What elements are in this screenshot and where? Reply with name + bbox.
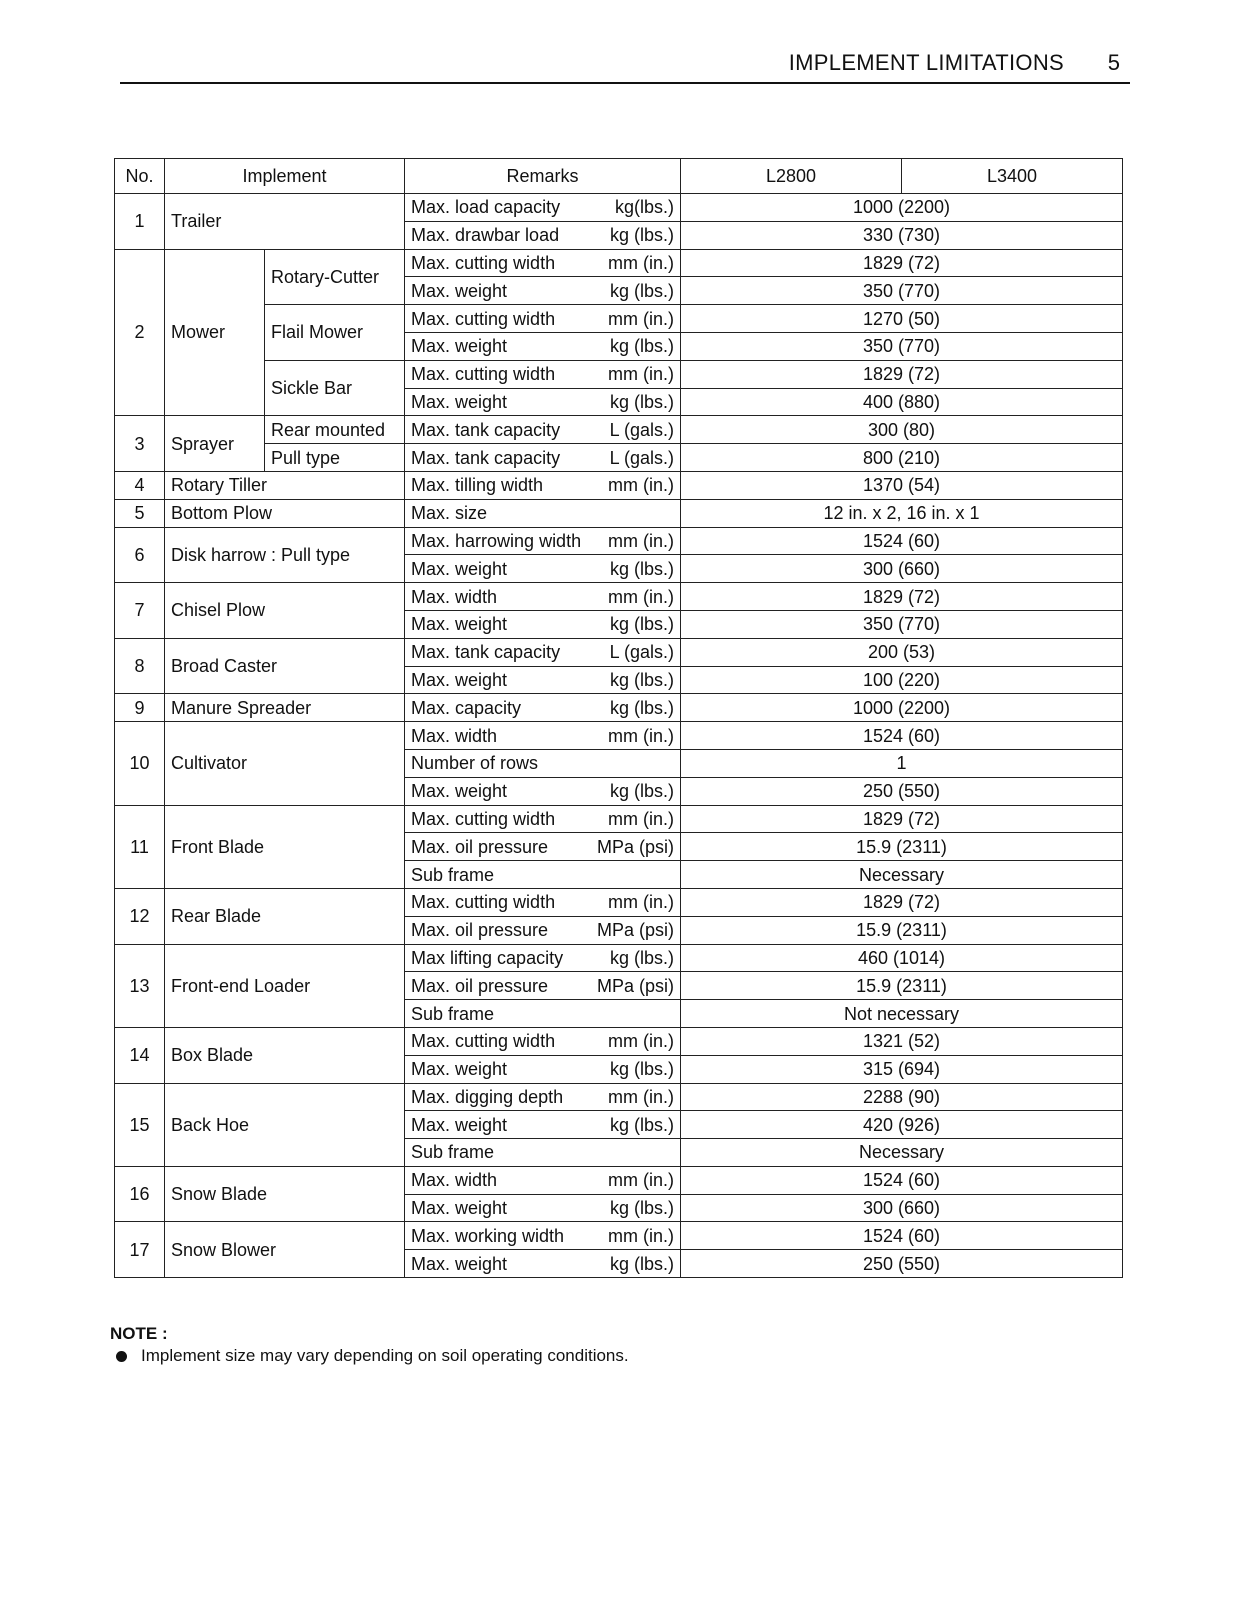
remark-unit: mm (in.) bbox=[608, 1170, 675, 1191]
spec-value: 400 (880) bbox=[681, 388, 1123, 416]
remark-unit: mm (in.) bbox=[608, 308, 675, 329]
implement-name: Bottom Plow bbox=[165, 499, 405, 527]
remark-cell bbox=[405, 555, 681, 583]
implement-name: Manure Spreader bbox=[165, 694, 405, 722]
implement-name: Front-end Loader bbox=[165, 944, 405, 1027]
spec-value: 460 (1014) bbox=[681, 944, 1123, 972]
remark-unit: kg (lbs.) bbox=[610, 947, 675, 968]
row-number: 14 bbox=[115, 1027, 165, 1083]
remark-label: Max. tilling width bbox=[411, 475, 544, 496]
spec-value: 1524 (60) bbox=[681, 1222, 1123, 1250]
remark-cell bbox=[405, 749, 681, 777]
spec-value: Necessary bbox=[681, 861, 1123, 889]
row-number: 9 bbox=[115, 694, 165, 722]
spec-value: 1524 (60) bbox=[681, 527, 1123, 555]
remark-label: Sub frame bbox=[411, 864, 495, 885]
spec-value: 2288 (90) bbox=[681, 1083, 1123, 1111]
remark-unit: mm (in.) bbox=[608, 475, 675, 496]
remark-label: Max. tank capacity bbox=[411, 447, 561, 468]
row-number: 16 bbox=[115, 1166, 165, 1222]
remark-label: Max. harrowing width bbox=[411, 530, 582, 551]
spec-value: 1000 (2200) bbox=[681, 194, 1123, 222]
remark-label: Max. width bbox=[411, 725, 498, 746]
remark-cell bbox=[405, 583, 681, 611]
implement-name: Chisel Plow bbox=[165, 583, 405, 639]
note-item bbox=[110, 1346, 629, 1366]
table-row bbox=[115, 305, 1123, 333]
remark-cell bbox=[405, 610, 681, 638]
remark-cell bbox=[405, 861, 681, 889]
implement-name: Disk harrow : Pull type bbox=[165, 527, 405, 583]
remark-label: Max. weight bbox=[411, 391, 508, 412]
spec-value: 250 (550) bbox=[681, 1250, 1123, 1278]
remark-label: Max. size bbox=[411, 503, 488, 524]
remark-cell bbox=[405, 1027, 681, 1055]
implement-name: Rotary Tiller bbox=[165, 471, 405, 499]
remark-unit: mm (in.) bbox=[608, 1031, 675, 1052]
remark-unit: kg (lbs.) bbox=[610, 697, 675, 718]
remark-cell bbox=[405, 194, 681, 222]
spec-value: 330 (730) bbox=[681, 221, 1123, 249]
remark-label: Max. load capacity bbox=[411, 197, 561, 218]
spec-value: 1829 (72) bbox=[681, 805, 1123, 833]
table-row bbox=[115, 471, 1123, 499]
table-row bbox=[115, 944, 1123, 972]
implement-name: Rear Blade bbox=[165, 888, 405, 944]
remark-label: Max. weight bbox=[411, 1059, 508, 1080]
table-row bbox=[115, 360, 1123, 388]
remark-unit: mm (in.) bbox=[608, 586, 675, 607]
col-header-remarks: Remarks bbox=[405, 159, 681, 194]
remark-unit: kg (lbs.) bbox=[610, 558, 675, 579]
table-row bbox=[115, 1166, 1123, 1194]
remark-unit: kg (lbs.) bbox=[610, 669, 675, 690]
table-header-row bbox=[115, 159, 1123, 194]
remark-label: Max. weight bbox=[411, 669, 508, 690]
note-heading: NOTE : bbox=[110, 1324, 168, 1343]
row-number: 3 bbox=[115, 416, 165, 472]
remark-label: Max. weight bbox=[411, 336, 508, 357]
remark-unit: L (gals.) bbox=[609, 419, 675, 440]
remark-cell bbox=[405, 916, 681, 944]
implement-name: Trailer bbox=[165, 194, 405, 250]
remark-unit: L (gals.) bbox=[609, 447, 675, 468]
col-header-l3400: L3400 bbox=[902, 159, 1123, 194]
remark-label: Max. oil pressure bbox=[411, 975, 549, 996]
remark-label: Max. digging depth bbox=[411, 1086, 564, 1107]
remark-unit: kg (lbs.) bbox=[610, 1059, 675, 1080]
remark-unit: MPa (psi) bbox=[597, 836, 675, 857]
spec-value: 1270 (50) bbox=[681, 305, 1123, 333]
remark-label: Max. cutting width bbox=[411, 1031, 556, 1052]
note-item-text: Implement size may vary depending on soil operating conditions. bbox=[141, 1346, 629, 1365]
implement-name: Sprayer bbox=[165, 416, 265, 472]
remark-unit: kg (lbs.) bbox=[610, 614, 675, 635]
remark-label: Number of rows bbox=[411, 753, 539, 774]
spec-value: 12 in. x 2, 16 in. x 1 bbox=[681, 499, 1123, 527]
remark-unit: MPa (psi) bbox=[597, 975, 675, 996]
row-number: 12 bbox=[115, 888, 165, 944]
implement-name: Back Hoe bbox=[165, 1083, 405, 1166]
remark-cell bbox=[405, 694, 681, 722]
page-header bbox=[120, 50, 1130, 84]
col-header-implement: Implement bbox=[165, 159, 405, 194]
row-number: 17 bbox=[115, 1222, 165, 1278]
remark-unit: mm (in.) bbox=[608, 364, 675, 385]
remark-unit: mm (in.) bbox=[608, 1086, 675, 1107]
col-header-no: No. bbox=[115, 159, 165, 194]
remark-label: Sub frame bbox=[411, 1003, 495, 1024]
row-number: 1 bbox=[115, 194, 165, 250]
remark-label: Max. weight bbox=[411, 558, 508, 579]
remark-cell bbox=[405, 388, 681, 416]
remark-unit: kg (lbs.) bbox=[610, 1114, 675, 1135]
remark-unit: kg (lbs.) bbox=[610, 1253, 675, 1274]
table-row bbox=[115, 805, 1123, 833]
implement-name: Snow Blower bbox=[165, 1222, 405, 1278]
remark-label: Sub frame bbox=[411, 1142, 495, 1163]
page-title: IMPLEMENT LIMITATIONS bbox=[788, 50, 1064, 75]
remark-label: Max. width bbox=[411, 586, 498, 607]
row-number: 5 bbox=[115, 499, 165, 527]
remark-cell bbox=[405, 1083, 681, 1111]
row-number: 2 bbox=[115, 249, 165, 416]
spec-value: 300 (660) bbox=[681, 555, 1123, 583]
remark-label: Max lifting capacity bbox=[411, 947, 564, 968]
remark-cell bbox=[405, 722, 681, 750]
spec-value: 1321 (52) bbox=[681, 1027, 1123, 1055]
remark-cell bbox=[405, 360, 681, 388]
remark-unit: mm (in.) bbox=[608, 808, 675, 829]
remark-label: Max. weight bbox=[411, 1253, 508, 1274]
remark-cell bbox=[405, 249, 681, 277]
implement-name: Broad Caster bbox=[165, 638, 405, 694]
table-row bbox=[115, 888, 1123, 916]
remark-cell bbox=[405, 1166, 681, 1194]
table-row bbox=[115, 722, 1123, 750]
remark-cell bbox=[405, 666, 681, 694]
remark-label: Max. weight bbox=[411, 781, 508, 802]
remark-unit: kg (lbs.) bbox=[610, 225, 675, 246]
remark-unit: kg (lbs.) bbox=[610, 336, 675, 357]
remark-label: Max. capacity bbox=[411, 697, 522, 718]
spec-value: 1829 (72) bbox=[681, 249, 1123, 277]
implement-name: Box Blade bbox=[165, 1027, 405, 1083]
table-row bbox=[115, 1027, 1123, 1055]
spec-value: 300 (80) bbox=[681, 416, 1123, 444]
table-row bbox=[115, 1222, 1123, 1250]
table-row bbox=[115, 1083, 1123, 1111]
implement-name: Front Blade bbox=[165, 805, 405, 888]
remark-cell bbox=[405, 416, 681, 444]
bullet-icon bbox=[116, 1351, 127, 1362]
remark-cell bbox=[405, 332, 681, 360]
remark-cell bbox=[405, 527, 681, 555]
remark-cell bbox=[405, 638, 681, 666]
remark-label: Max. weight bbox=[411, 1198, 508, 1219]
spec-value: 1370 (54) bbox=[681, 471, 1123, 499]
implement-name: Mower bbox=[165, 249, 265, 416]
remark-cell bbox=[405, 1194, 681, 1222]
spec-value: 315 (694) bbox=[681, 1055, 1123, 1083]
remark-label: Max. weight bbox=[411, 1114, 508, 1135]
row-number: 8 bbox=[115, 638, 165, 694]
spec-value: Necessary bbox=[681, 1139, 1123, 1167]
note-section bbox=[110, 1324, 629, 1366]
col-header-l2800: L2800 bbox=[681, 159, 902, 194]
remark-label: Max. oil pressure bbox=[411, 836, 549, 857]
row-number: 7 bbox=[115, 583, 165, 639]
remark-label: Max. width bbox=[411, 1170, 498, 1191]
remark-cell bbox=[405, 444, 681, 472]
row-number: 15 bbox=[115, 1083, 165, 1166]
spec-value: 350 (770) bbox=[681, 332, 1123, 360]
table-body bbox=[115, 194, 1123, 1278]
spec-value: 1829 (72) bbox=[681, 583, 1123, 611]
table-row bbox=[115, 444, 1123, 472]
remark-label: Max. drawbar load bbox=[411, 225, 560, 246]
spec-value: 420 (926) bbox=[681, 1111, 1123, 1139]
table-row bbox=[115, 249, 1123, 277]
remark-unit: kg (lbs.) bbox=[610, 1198, 675, 1219]
remark-unit: MPa (psi) bbox=[597, 920, 675, 941]
remark-label: Max. oil pressure bbox=[411, 920, 549, 941]
remark-unit: L (gals.) bbox=[609, 642, 675, 663]
row-number: 10 bbox=[115, 722, 165, 805]
remark-unit: mm (in.) bbox=[608, 1225, 675, 1246]
table-row bbox=[115, 527, 1123, 555]
remark-unit: kg (lbs.) bbox=[610, 391, 675, 412]
row-number: 13 bbox=[115, 944, 165, 1027]
remark-cell bbox=[405, 471, 681, 499]
table-row bbox=[115, 694, 1123, 722]
remark-cell bbox=[405, 944, 681, 972]
spec-value: 1000 (2200) bbox=[681, 694, 1123, 722]
spec-value: 1524 (60) bbox=[681, 722, 1123, 750]
remark-cell bbox=[405, 1055, 681, 1083]
implement-subtype: Rear mounted bbox=[265, 416, 405, 444]
spec-value: 350 (770) bbox=[681, 277, 1123, 305]
remark-cell bbox=[405, 972, 681, 1000]
remark-label: Max. cutting width bbox=[411, 808, 556, 829]
remark-cell bbox=[405, 1222, 681, 1250]
implement-subtype: Sickle Bar bbox=[265, 360, 405, 416]
implement-subtype: Flail Mower bbox=[265, 305, 405, 361]
row-number: 11 bbox=[115, 805, 165, 888]
remark-cell bbox=[405, 277, 681, 305]
remark-cell bbox=[405, 888, 681, 916]
implement-name: Cultivator bbox=[165, 722, 405, 805]
table-row bbox=[115, 638, 1123, 666]
remark-cell bbox=[405, 1139, 681, 1167]
remark-cell bbox=[405, 777, 681, 805]
remark-label: Max. cutting width bbox=[411, 308, 556, 329]
spec-value: 100 (220) bbox=[681, 666, 1123, 694]
remark-label: Max. weight bbox=[411, 614, 508, 635]
remark-label: Max. weight bbox=[411, 280, 508, 301]
implement-limitations-table bbox=[114, 158, 1123, 1278]
spec-value: Not necessary bbox=[681, 1000, 1123, 1028]
implement-name: Snow Blade bbox=[165, 1166, 405, 1222]
remark-cell bbox=[405, 1250, 681, 1278]
remark-unit: mm (in.) bbox=[608, 725, 675, 746]
remark-unit: mm (in.) bbox=[608, 892, 675, 913]
table-row bbox=[115, 583, 1123, 611]
remark-unit: mm (in.) bbox=[608, 252, 675, 273]
remark-label: Max. cutting width bbox=[411, 364, 556, 385]
implement-subtype: Rotary-Cutter bbox=[265, 249, 405, 305]
remark-unit: kg(lbs.) bbox=[615, 197, 675, 218]
implement-subtype: Pull type bbox=[265, 444, 405, 472]
table-row bbox=[115, 194, 1123, 222]
table-row bbox=[115, 416, 1123, 444]
spec-value: 200 (53) bbox=[681, 638, 1123, 666]
remark-cell bbox=[405, 305, 681, 333]
page-number: 5 bbox=[1107, 50, 1120, 75]
remark-label: Max. tank capacity bbox=[411, 419, 561, 440]
row-number: 4 bbox=[115, 471, 165, 499]
remark-cell bbox=[405, 833, 681, 861]
remark-cell bbox=[405, 805, 681, 833]
table-row bbox=[115, 499, 1123, 527]
spec-value: 300 (660) bbox=[681, 1194, 1123, 1222]
remark-label: Max. cutting width bbox=[411, 252, 556, 273]
spec-value: 1524 (60) bbox=[681, 1166, 1123, 1194]
spec-value: 1829 (72) bbox=[681, 888, 1123, 916]
remark-cell bbox=[405, 499, 681, 527]
spec-value: 1 bbox=[681, 749, 1123, 777]
spec-value: 800 (210) bbox=[681, 444, 1123, 472]
remark-unit: mm (in.) bbox=[608, 530, 675, 551]
remark-label: Max. cutting width bbox=[411, 892, 556, 913]
spec-value: 350 (770) bbox=[681, 610, 1123, 638]
remark-cell bbox=[405, 1111, 681, 1139]
spec-value: 15.9 (2311) bbox=[681, 833, 1123, 861]
remark-cell bbox=[405, 1000, 681, 1028]
remark-unit: kg (lbs.) bbox=[610, 280, 675, 301]
spec-value: 1829 (72) bbox=[681, 360, 1123, 388]
remark-cell bbox=[405, 221, 681, 249]
remark-label: Max. working width bbox=[411, 1225, 565, 1246]
remark-unit: kg (lbs.) bbox=[610, 781, 675, 802]
spec-value: 250 (550) bbox=[681, 777, 1123, 805]
spec-value: 15.9 (2311) bbox=[681, 916, 1123, 944]
remark-label: Max. tank capacity bbox=[411, 642, 561, 663]
row-number: 6 bbox=[115, 527, 165, 583]
spec-value: 15.9 (2311) bbox=[681, 972, 1123, 1000]
